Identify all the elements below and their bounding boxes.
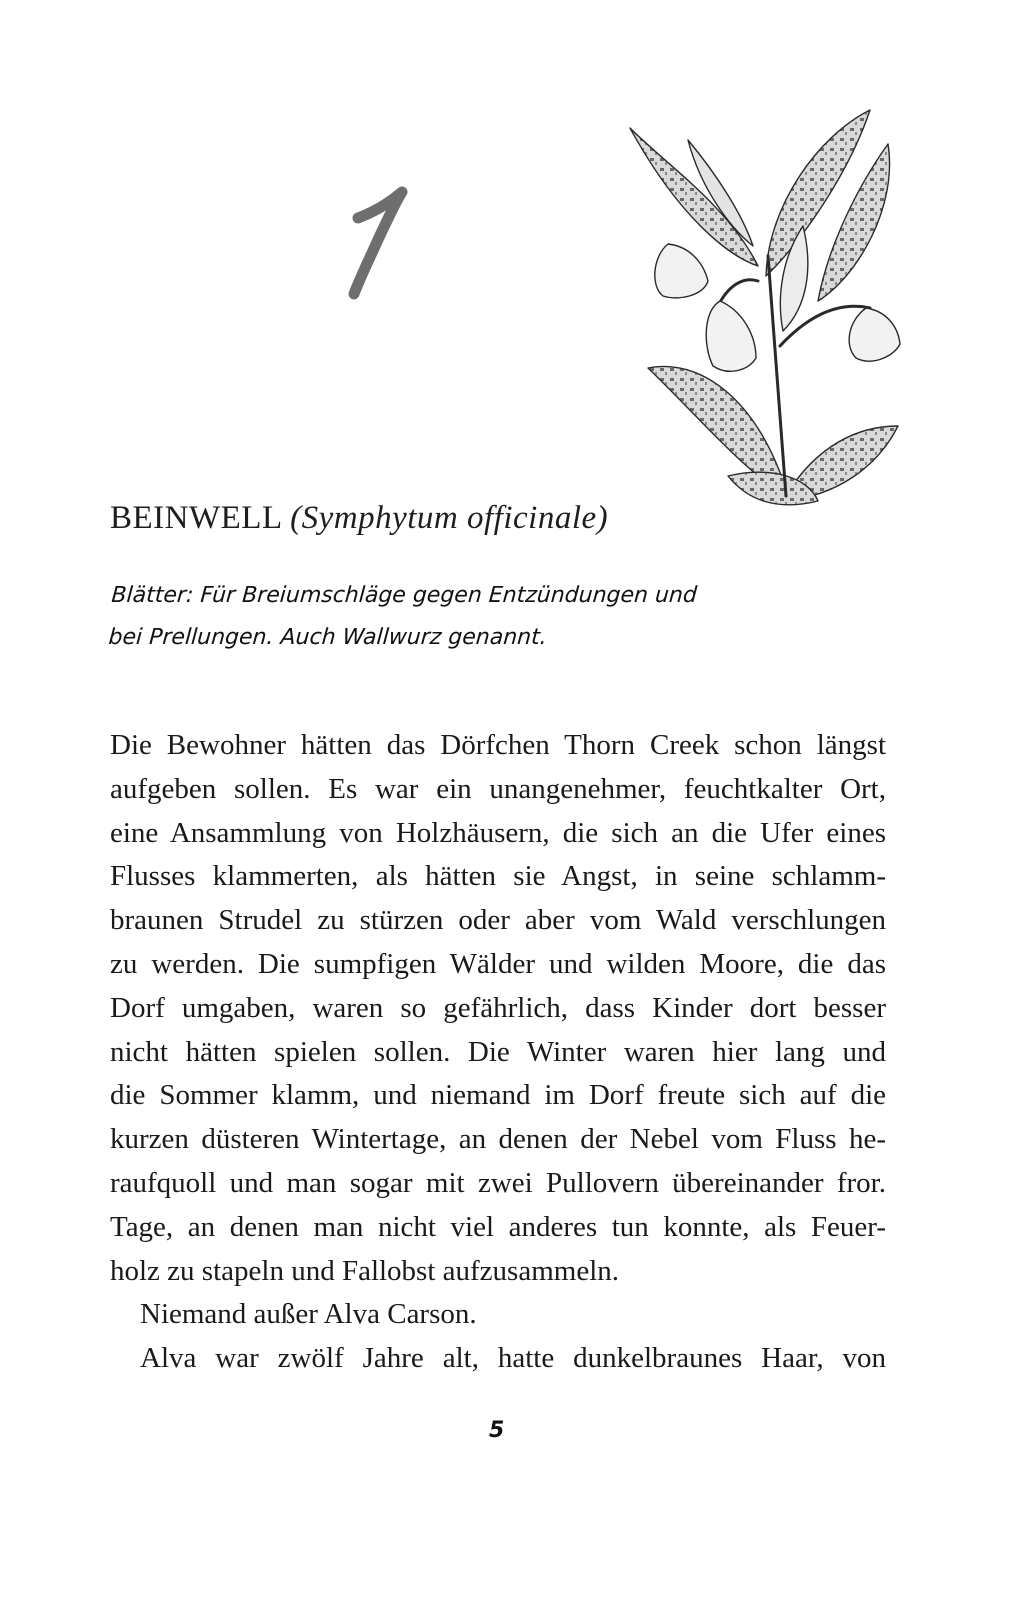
herb-heading <box>110 500 608 537</box>
body-line: Flusses klammerten, als hätten sie Angst, in seine schlamm- <box>110 860 886 893</box>
comfrey-plant-icon <box>608 96 918 516</box>
body-line: zu werden. Die sumpfigen Wälder und wilden Moore, die das <box>110 947 886 980</box>
herb-latin-name: (Symphytum officinale) <box>290 500 609 536</box>
comfrey-illustration <box>608 96 918 516</box>
body-line: braunen Strudel zu stürzen oder aber vom Wald verschlungen <box>110 904 886 937</box>
body-line: raufquoll und man sogar mit zwei Pullovern übereinander fror. <box>110 1166 886 1199</box>
body-line: kurzen düsteren Wintertage, an denen der Nebel vom Fluss he- <box>110 1123 886 1156</box>
body-line: nicht hätten spielen sollen. Die Winter waren hier lang und <box>110 1035 886 1068</box>
herb-note-line: Blätter: Für Breiumschläge gegen Entzündungen und <box>110 583 698 608</box>
body-line: Tage, an denen man nicht viel anderes tun konnte, als Feuer- <box>110 1210 886 1243</box>
body-line: holz zu stapeln und Fallobst aufzusammeln. <box>110 1254 620 1287</box>
chapter-number <box>336 178 426 308</box>
body-line: aufgeben sollen. Es war ein unangenehmer, feuchtkalter Ort, <box>110 772 886 805</box>
chapter-number-glyph <box>336 178 426 308</box>
body-line: die Sommer klamm, und niemand im Dorf freute sich auf die <box>110 1079 886 1112</box>
body-line: Dorf umgaben, waren so gefährlich, dass Kinder dort besser <box>110 991 886 1024</box>
body-line: Die Bewohner hätten das Dörfchen Thorn Creek schon längst <box>110 729 886 761</box>
body-line: Alva war zwölf Jahre alt, hatte dunkelbraunes Haar, von <box>140 1342 886 1375</box>
body-line: eine Ansammlung von Holzhäusern, die sich an die Ufer eines <box>110 816 886 849</box>
herb-note-line: bei Prellungen. Auch Wallwurz genannt. <box>107 625 548 650</box>
body-text <box>110 724 886 1381</box>
body-line: Niemand außer Alva Carson. <box>140 1298 477 1331</box>
page-number: 5 <box>489 1418 505 1443</box>
herb-name: BEINWELL <box>110 500 282 536</box>
herb-note <box>107 575 793 659</box>
